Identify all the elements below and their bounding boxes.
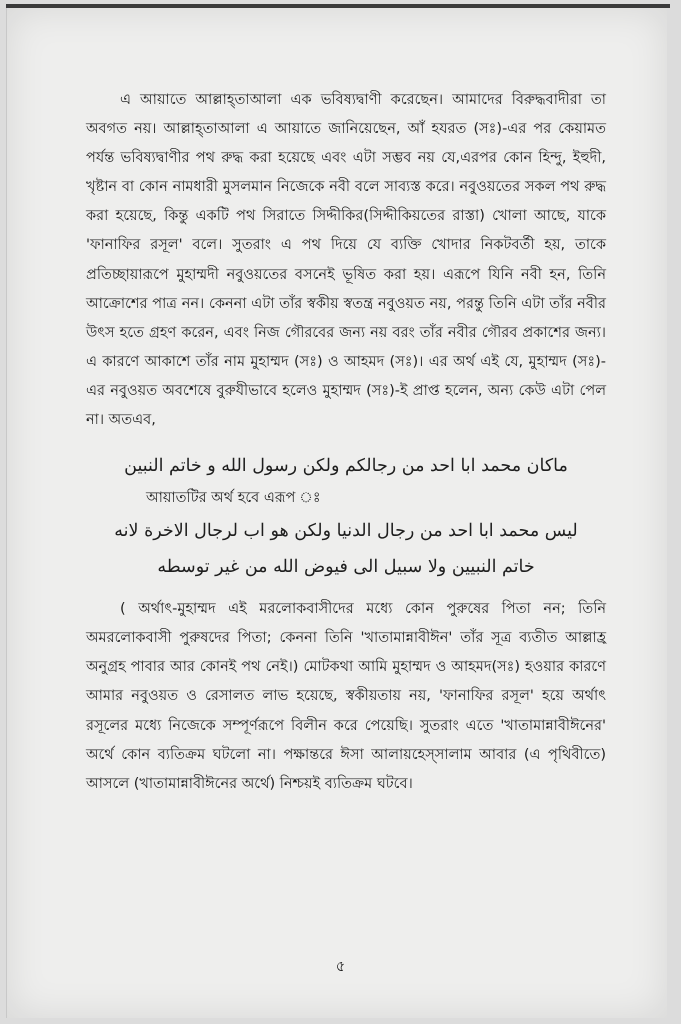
arabic-verse-2-line-2: خاتم النبيين ولا سبيل الى فيوض الله من غير توسطه [157,557,535,578]
paragraph-2: ( অর্থাৎ-মুহাম্মদ এই মরলোকবাসীদের মধ্যে কোন পুরুষের পিতা নন; তিনি অমরলোকবাসী পুরুষদের পিতা; কেননা তিনি 'খাতামান্নাবীঈন' তাঁর সূত্র ব্যতীত আল্লাহ্র অনুগ্রহ পাবার আর কোনই পথ নেই।) মোটকথা আমি মুহাম্মদ ও আহমদ(সঃ) হওয়ার কারণে আমার নবুওয়ত ও রেসালত লাভ হয়েছে, স্বকীয়তায় নয়, 'ফানাফির রসূল' হয়ে অর্থাৎ রসূলের মধ্যে নিজেকে সম্পূর্ণরূপে বিলীন করে পেয়েছি। সুতরাং এতে 'খাতামান্নাবীঈনের' অর্থে কোন ব্যতিক্রম ঘটলো না। পক্ষান্তরে ঈসা আলায়হেস্সালাম আবার (এ পৃথিবীতে) আসলে (খাতামান্নাবীঈনের অর্থে) নিশ্চয়ই ব্যতিক্রম ঘটবে। [86,601,606,792]
verse-caption: আয়াতটির অর্থ হবে এরূপ ঃ [146,490,321,507]
paragraph-1: এ আয়াতে আল্লাহ্তাআলা এক ভবিষ্যদ্বাণী করেছেন। আমাদের বিরুদ্ধবাদীরা তা অবগত নয়। আল্লাহ্তাআলা এ আয়াতে জানিয়েছেন, আঁ হযরত (সঃ)-এর পর কেয়ামত পর্যন্ত ভবিষ্যদ্বাণীর পথ রুদ্ধ করা হয়েছে এবং এটা সম্ভব নয় যে,এরপর কোন হিন্দু, ইহুদী, খৃষ্টান বা কোন নামধারী মুসলমান নিজেকে নবী বলে সাব্যস্ত করে। নবুওয়তের সকল পথ রুদ্ধ করা হয়েছে, কিন্তু একটি পথ সিরাতে সিদ্দীকির(সিদ্দীকিয়তের রাস্তা) খোলা আছে, যাকে 'ফানাফির রসূল' বলে। সুতরাং এ পথ দিয়ে যে ব্যক্তি খোদার নিকটবর্তী হয়, তাকে প্রতিচ্ছায়ারূপে মুহাম্মদী নবুওয়তের বসনেই ভূষিত করা হয়। এরূপে যিনি নবী হন, তিনি আক্রোশের পাত্র নন। কেননা এটা তাঁর স্বকীয় স্বতন্ত্র নবুওয়ত নয়, পরন্তু তিনি এটা তাঁর নবীর উৎস হতে গ্রহণ করেন, এবং নিজ গৌরবের জন্য নয় বরং তাঁর নবীর গৌরব প্রকাশের জন্য। এ কারণে আকাশে তাঁর নাম মুহাম্মদ (সঃ) ও আহমদ (সঃ)। এর অর্থ এই যে, মুহাম্মদ (সঃ)-এর নবুওয়ত অবশেষে বুরুযীভাবে হলেও মুহাম্মদ (সঃ)-ই প্রাপ্ত হলেন, অন্য কেউ এটা পেল না। অতএব, [86,92,606,429]
page-body [86,86,606,799]
arabic-verse-1: ماكان محمد ابا احد من رجالكم ولكن رسول الله و خاتم النبين [124,456,568,477]
page-number: ৫ [335,957,346,975]
arabic-verse-2-line-1: ليس محمد ابا احد من رجال الدنيا ولكن هو اب لرجال الاخرة لانه [114,521,578,542]
